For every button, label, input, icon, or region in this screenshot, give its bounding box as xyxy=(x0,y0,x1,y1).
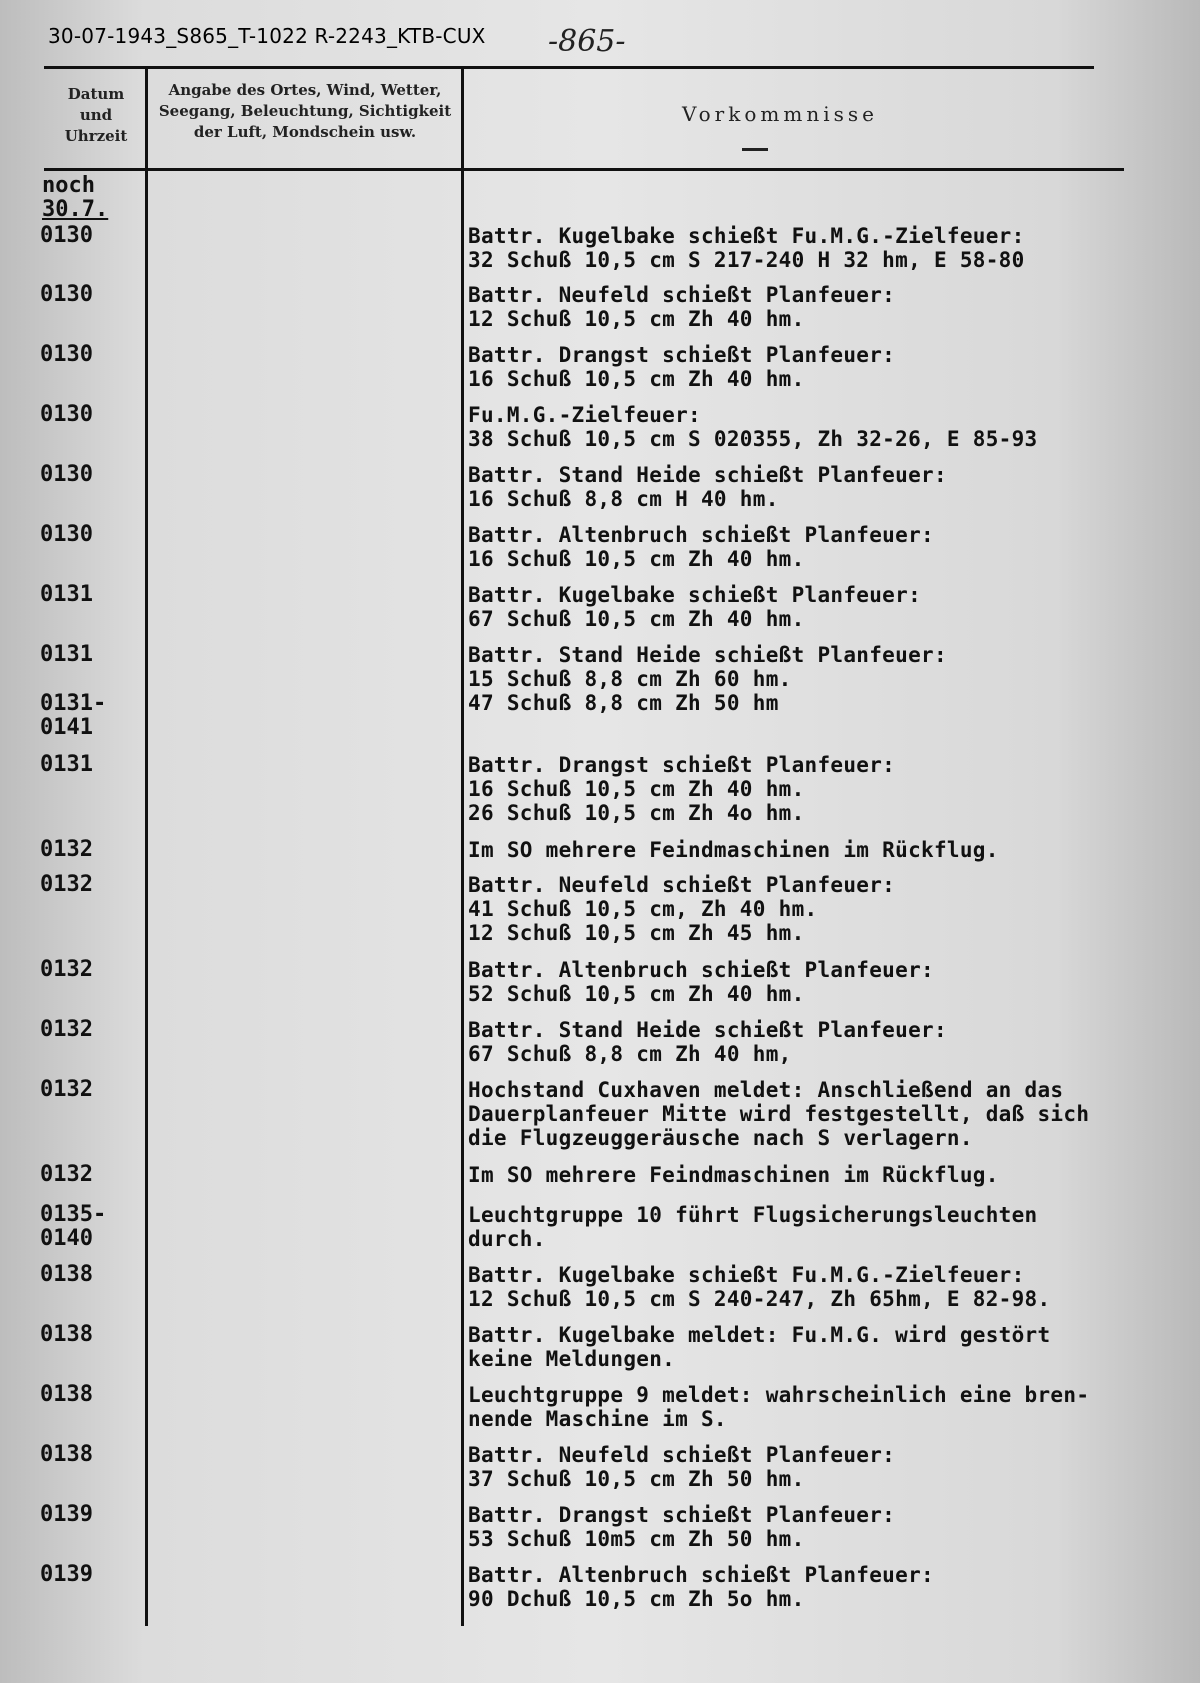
header-ort: Angabe des Ortes, Wind, Wetter, Seegang, Beleuchtung, Sichtigkeit der Luft, Mondschein usw. xyxy=(158,81,452,141)
continued-label: noch xyxy=(42,173,95,198)
continued-date xyxy=(42,174,108,222)
entry-time: 0139 xyxy=(40,1562,93,1587)
table-top-rule xyxy=(44,66,1094,69)
entry-text: Battr. Drangst schießt Planfeuer: 16 Schuß 10,5 cm Zh 40 hm. xyxy=(468,343,896,391)
entry-text: Battr. Neufeld schießt Planfeuer: 12 Schuß 10,5 cm Zh 40 hm. xyxy=(468,283,896,331)
entry-time: 0130 xyxy=(40,342,93,367)
entry-text: Battr. Altenbruch schießt Planfeuer: 52 Schuß 10,5 cm Zh 40 hm. xyxy=(468,958,934,1006)
table-header-rule xyxy=(44,168,1124,171)
header-vorkommnisse: Vorkommnisse xyxy=(682,102,878,126)
entry-text: Battr. Drangst schießt Planfeuer: 16 Schuß 10,5 cm Zh 40 hm. 26 Schuß 10,5 cm Zh 4o hm. xyxy=(468,753,896,825)
entry-time: 0138 xyxy=(40,1262,93,1287)
entry-text: Hochstand Cuxhaven meldet: Anschließend an das Dauerplanfeuer Mitte wird festgestellt, daß sich die Flugzeuggeräusche nach S verlagern. xyxy=(468,1078,1090,1150)
entry-text: Battr. Stand Heide schießt Planfeuer: 16 Schuß 8,8 cm H 40 hm. xyxy=(468,463,947,511)
entry-text: Im SO mehrere Feindmaschinen im Rückflug. xyxy=(468,838,999,862)
entry-time: 0130 xyxy=(40,462,93,487)
header-datum: Datum und Uhrzeit xyxy=(64,85,128,145)
entry-time: 0132 xyxy=(40,1017,93,1042)
entry-text: Battr. Altenbruch schießt Planfeuer: 90 Dchuß 10,5 cm Zh 5o hm. xyxy=(468,1563,934,1611)
entry-time: 0132 xyxy=(40,872,93,897)
entry-time: 0130 xyxy=(40,402,93,427)
entry-time: 0132 xyxy=(40,837,93,862)
entry-time: 0132 xyxy=(40,957,93,982)
entry-text: Battr. Kugelbake meldet: Fu.M.G. wird gestört keine Meldungen. xyxy=(468,1323,1051,1371)
entry-time: 0132 xyxy=(40,1077,93,1102)
entry-text: Battr. Kugelbake schießt Planfeuer: 67 Schuß 10,5 cm Zh 40 hm. xyxy=(468,583,922,631)
entry-text: Battr. Neufeld schießt Planfeuer: 37 Schuß 10,5 cm Zh 50 hm. xyxy=(468,1443,896,1491)
entry-text: Battr. Kugelbake schießt Fu.M.G.-Zielfeuer: 32 Schuß 10,5 cm S 217-240 H 32 hm, E 58-80 xyxy=(468,224,1025,272)
header-underline-mark xyxy=(742,148,768,151)
entry-time: 0130 xyxy=(40,522,93,547)
entry-time: 0131- 0141 xyxy=(40,691,107,740)
file-label: 30-07-1943_S865_T-1022 R-2243_KTB-CUX xyxy=(48,24,486,48)
entry-time: 0131 xyxy=(40,642,93,667)
entry-text: Battr. Neufeld schießt Planfeuer: 41 Schuß 10,5 cm, Zh 40 hm. 12 Schuß 10,5 cm Zh 45 hm. xyxy=(468,873,896,945)
entry-time: 0138 xyxy=(40,1382,93,1407)
entry-time: 0138 xyxy=(40,1322,93,1347)
column-divider-ort xyxy=(461,66,464,1626)
entry-text: Battr. Stand Heide schießt Planfeuer: 15 Schuß 8,8 cm Zh 60 hm. 47 Schuß 8,8 cm Zh 50 hm xyxy=(468,643,947,715)
entry-text: Fu.M.G.-Zielfeuer: 38 Schuß 10,5 cm S 020355, Zh 32-26, E 85-93 xyxy=(468,403,1038,451)
continued-date-value: 30.7. xyxy=(42,197,109,222)
page-number: -865- xyxy=(548,24,626,59)
entry-time: 0131 xyxy=(40,752,93,777)
entry-time: 0130 xyxy=(40,282,93,307)
entry-time: 0138 xyxy=(40,1442,93,1467)
entry-text: Im SO mehrere Feindmaschinen im Rückflug. xyxy=(468,1163,999,1187)
entry-time: 0131 xyxy=(40,582,93,607)
entry-text: Battr. Drangst schießt Planfeuer: 53 Schuß 10m5 cm Zh 50 hm. xyxy=(468,1503,896,1551)
entry-time: 0130 xyxy=(40,223,93,248)
entry-text: Leuchtgruppe 10 führt Flugsicherungsleuchten durch. xyxy=(468,1203,1038,1251)
entry-time: 0139 xyxy=(40,1502,93,1527)
entry-time: 0135- 0140 xyxy=(40,1202,107,1251)
entry-text: Battr. Stand Heide schießt Planfeuer: 67 Schuß 8,8 cm Zh 40 hm, xyxy=(468,1018,947,1066)
column-divider-datum xyxy=(145,66,148,1626)
entry-text: Battr. Kugelbake schießt Fu.M.G.-Zielfeuer: 12 Schuß 10,5 cm S 240-247, Zh 65hm, E 82-98. xyxy=(468,1263,1051,1311)
entry-text: Battr. Altenbruch schießt Planfeuer: 16 Schuß 10,5 cm Zh 40 hm. xyxy=(468,523,934,571)
entry-text: Leuchtgruppe 9 meldet: wahrscheinlich eine bren- nende Maschine im S. xyxy=(468,1383,1090,1431)
entry-time: 0132 xyxy=(40,1162,93,1187)
